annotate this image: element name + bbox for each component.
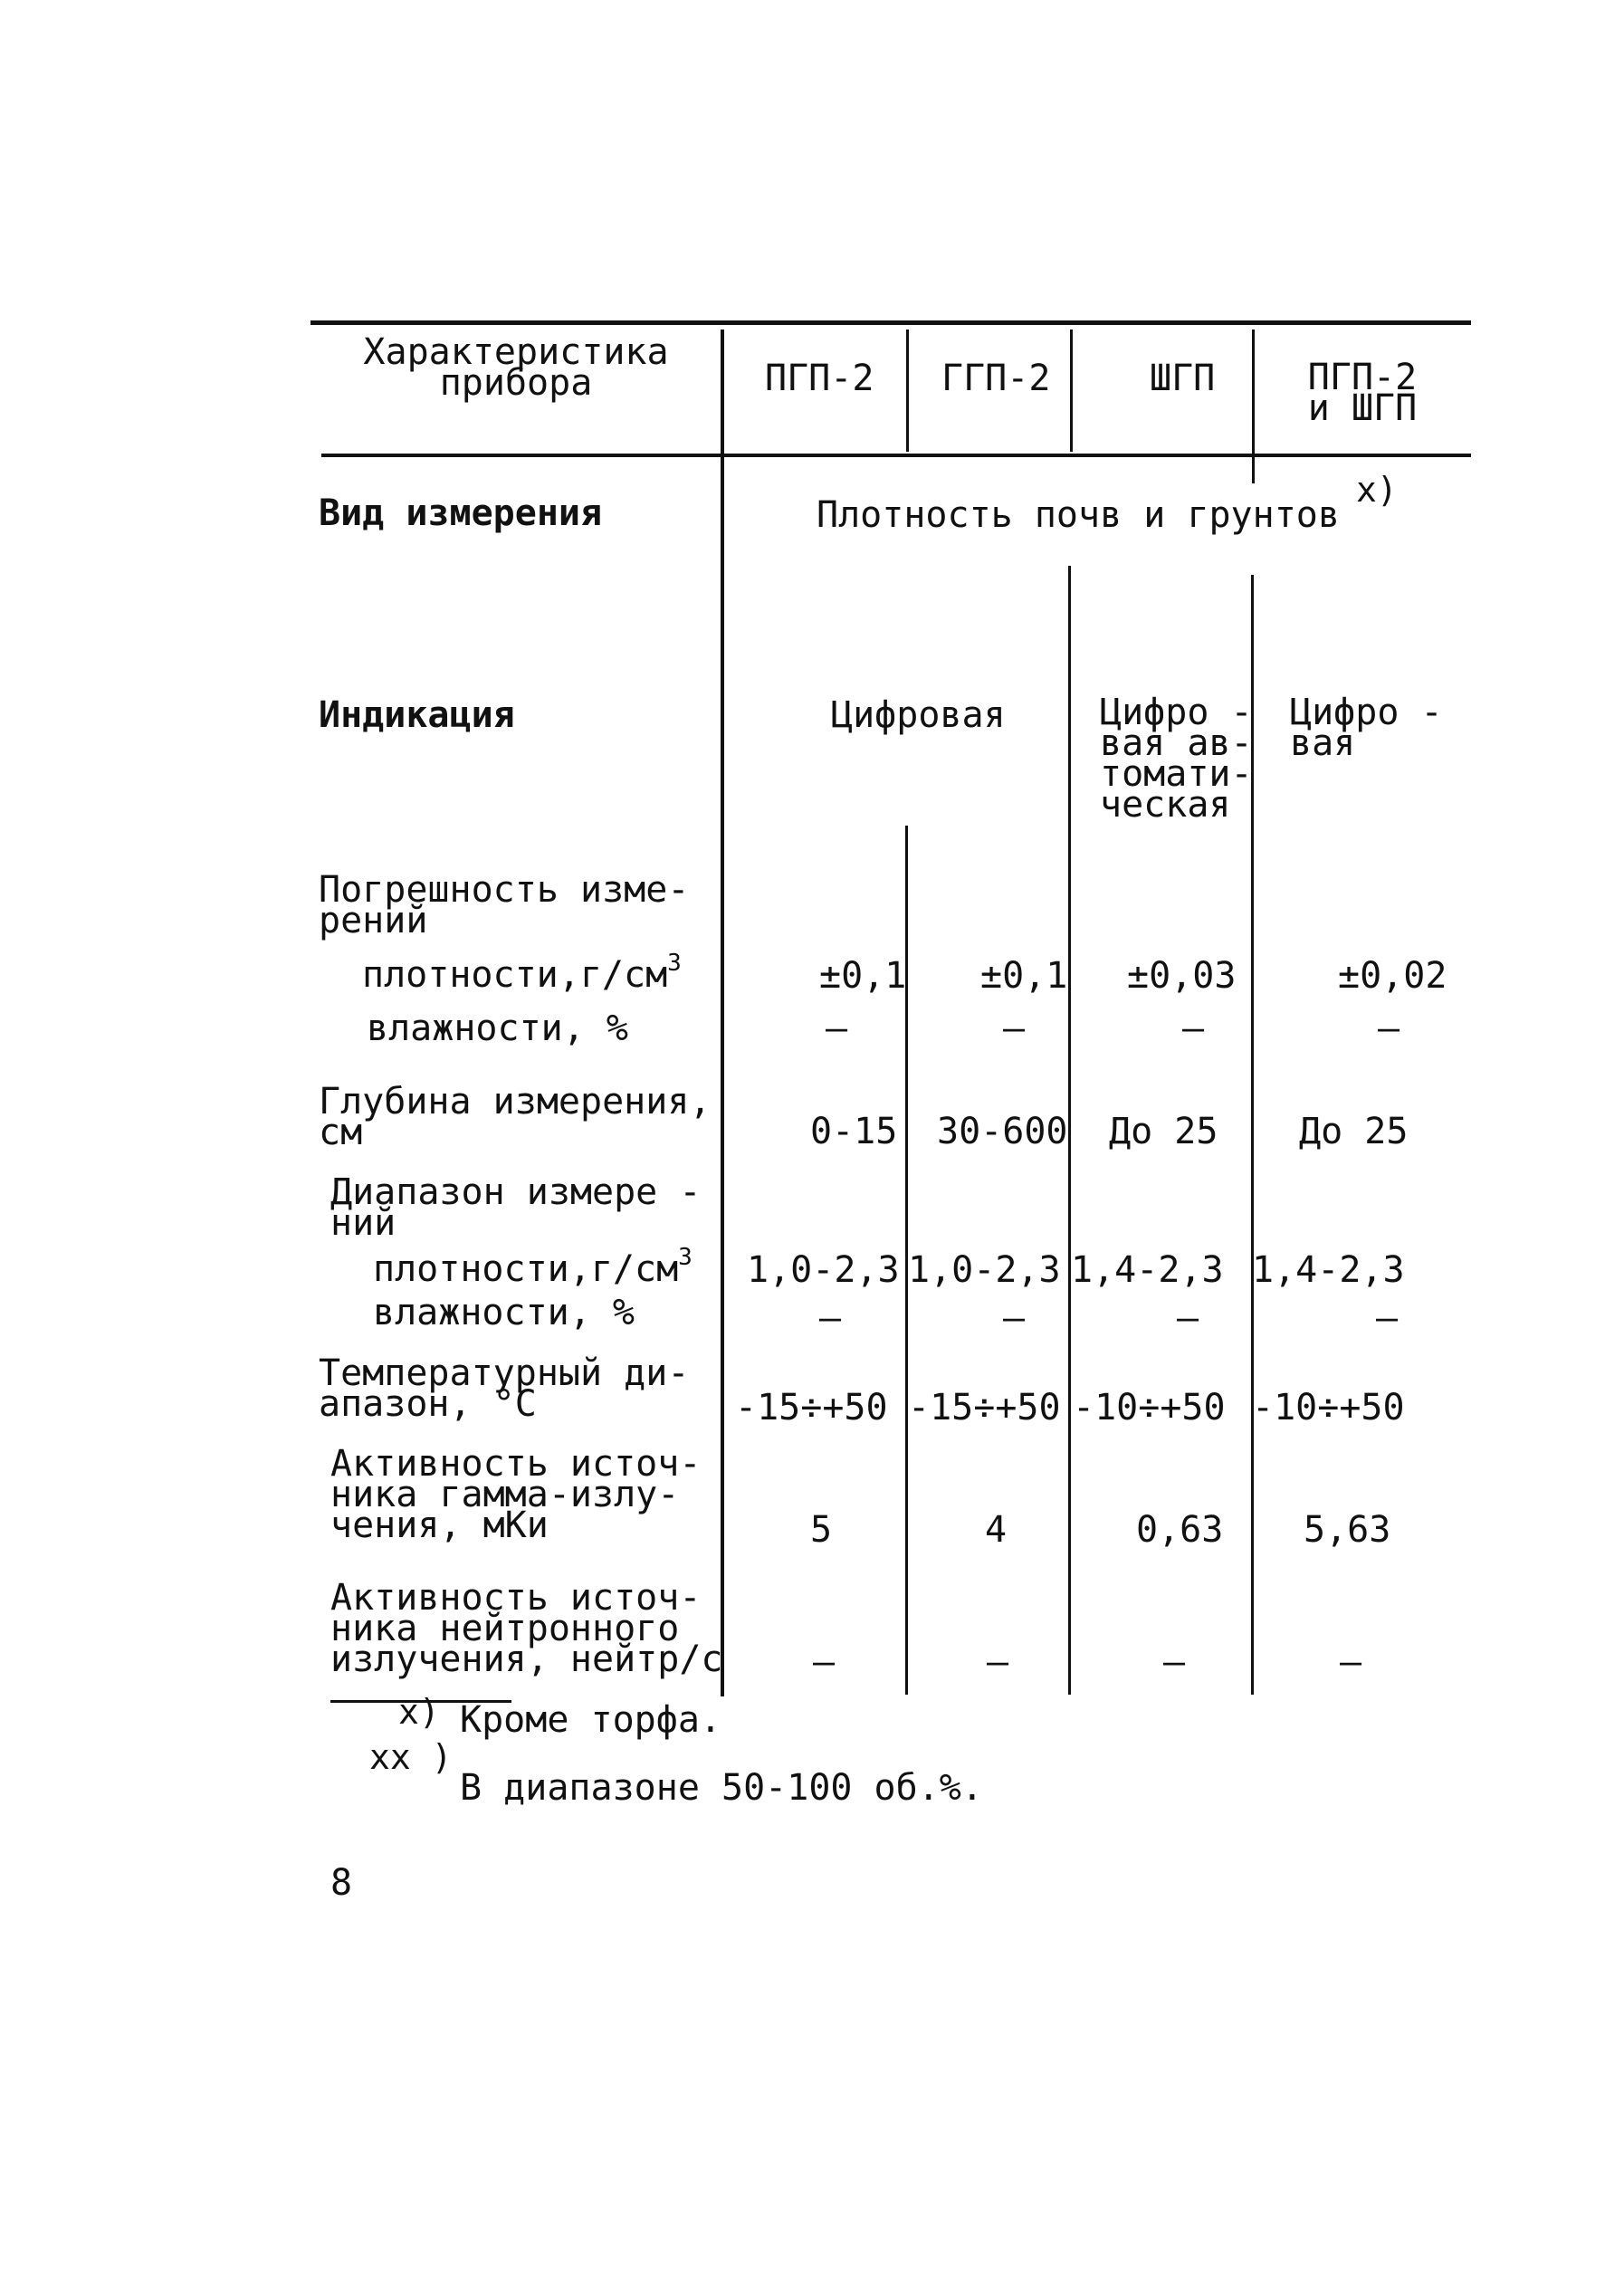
header-col-ggp2: ГГП-2 bbox=[941, 358, 1051, 399]
footnote-text-2: В диапазоне 50-100 об.%. bbox=[460, 1767, 983, 1809]
temperature-pgp2: -15÷+50 bbox=[735, 1387, 888, 1428]
table-top-rule bbox=[310, 320, 1471, 325]
error-density-shgp: ±0,03 bbox=[1127, 955, 1237, 997]
header-col-shgp: ШГП bbox=[1150, 358, 1216, 399]
neutron-shgp: – bbox=[1163, 1641, 1186, 1683]
row-label-measure-type: Вид измерения bbox=[319, 492, 603, 534]
depth-pgp2: 0-15 bbox=[810, 1111, 898, 1152]
depth-pgp2-shgp: До 25 bbox=[1299, 1111, 1409, 1152]
footnote-text-1: Кроме торфа. bbox=[460, 1699, 721, 1741]
row-label-neutron: Активность источ- ника нейтронного излучения, нейтр/с bbox=[330, 1577, 723, 1680]
row-label-range: Диапазон измере - ний bbox=[330, 1171, 702, 1244]
column-divider-main bbox=[721, 330, 724, 1696]
neutron-pgp2-shgp: – bbox=[1340, 1641, 1362, 1683]
neutron-pgp2: – bbox=[813, 1641, 836, 1683]
header-bottom-rule bbox=[321, 454, 1471, 457]
indication-col3: Цифро - вая ав- томати- ческая bbox=[1100, 692, 1253, 826]
column-divider-2-body bbox=[1068, 566, 1071, 1695]
error-density-ggp2: ±0,1 bbox=[980, 955, 1068, 997]
range-moisture-pgp2: – bbox=[819, 1297, 842, 1339]
column-divider-3-header bbox=[1252, 330, 1255, 483]
error-moisture-ggp2: – bbox=[1003, 1008, 1026, 1049]
header-characteristic: Характеристика прибора bbox=[363, 331, 669, 404]
header-col-pgp2-shgp: ПГП-2 и ШГП bbox=[1307, 357, 1418, 429]
column-divider-1-header bbox=[906, 330, 909, 452]
temperature-shgp: -10÷+50 bbox=[1073, 1387, 1226, 1428]
footnote-mark-2: xx ) bbox=[369, 1737, 453, 1777]
range-moisture-shgp: – bbox=[1177, 1297, 1199, 1339]
error-density-label: $плотности,г/см^3$ bbox=[362, 950, 682, 996]
row-label-temperature: Температурный ди- апазон, °С bbox=[319, 1352, 690, 1425]
depth-shgp: До 25 bbox=[1109, 1111, 1218, 1152]
row-label-depth: Глубина измерения, см bbox=[319, 1081, 712, 1153]
gamma-ggp2: 4 bbox=[985, 1509, 1008, 1551]
error-moisture-shgp: – bbox=[1182, 1008, 1205, 1049]
temperature-pgp2-shgp: -10÷+50 bbox=[1252, 1387, 1405, 1428]
indication-col4: Цифро - вая bbox=[1290, 692, 1443, 764]
range-density-pgp2: 1,0-2,3 bbox=[747, 1249, 900, 1291]
gamma-shgp: 0,63 bbox=[1136, 1509, 1224, 1551]
measure-type-footnote-mark: x) bbox=[1356, 470, 1398, 510]
gamma-pgp2-shgp: 5,63 bbox=[1304, 1509, 1391, 1551]
row-label-indication: Индикация bbox=[319, 694, 515, 736]
range-density-pgp2-shgp: 1,4-2,3 bbox=[1252, 1249, 1405, 1291]
row-label-gamma: Активность источ- ника гамма-излу- чения, мКи bbox=[330, 1443, 702, 1546]
error-density-pgp2: ±0,1 bbox=[819, 955, 907, 997]
range-moisture-ggp2: – bbox=[1003, 1297, 1026, 1339]
range-density-shgp: 1,4-2,3 bbox=[1071, 1249, 1224, 1291]
neutron-ggp2: – bbox=[987, 1641, 1009, 1683]
indication-col12: Цифровая bbox=[831, 694, 1006, 736]
range-density-ggp2: 1,0-2,3 bbox=[908, 1249, 1061, 1291]
range-density-label: $плотности,г/см^3$ bbox=[373, 1244, 693, 1290]
header-col-pgp2: ПГП-2 bbox=[765, 358, 874, 399]
error-moisture-pgp2-shgp: – bbox=[1378, 1008, 1400, 1049]
error-density-pgp2-shgp: ±0,02 bbox=[1338, 955, 1447, 997]
range-moisture-label: влажности, % bbox=[373, 1292, 635, 1333]
depth-ggp2: 30-600 bbox=[937, 1111, 1068, 1152]
footnote-mark-1: x) bbox=[398, 1692, 440, 1732]
range-moisture-pgp2-shgp: – bbox=[1376, 1297, 1399, 1339]
page-number: 8 bbox=[330, 1862, 353, 1904]
row-label-error: Погрешность изме- рений bbox=[319, 869, 690, 941]
measure-type-value: Плотность почв и грунтов bbox=[817, 494, 1340, 536]
temperature-ggp2: -15÷+50 bbox=[908, 1387, 1061, 1428]
error-moisture-pgp2: – bbox=[826, 1008, 848, 1049]
column-divider-2-header bbox=[1070, 330, 1073, 452]
gamma-pgp2: 5 bbox=[810, 1509, 833, 1551]
error-moisture-label: влажности, % bbox=[367, 1008, 628, 1049]
